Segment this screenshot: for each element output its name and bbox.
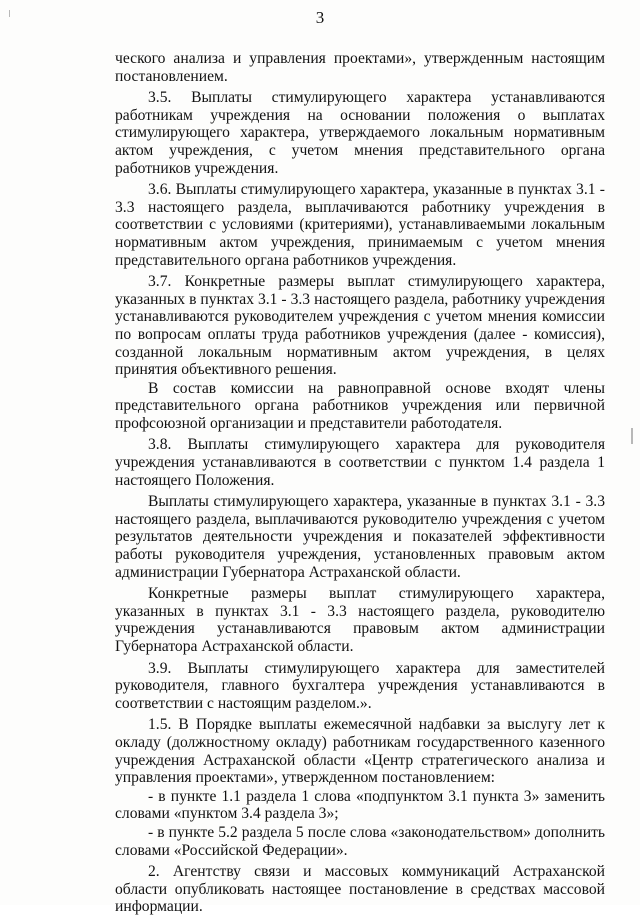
paragraph-amendment-1: - в пункте 1.1 раздела 1 слова «подпунктом 3.1 пункта 3» заменить словами «пунктом 3.4 раздела 3»; — [115, 787, 605, 823]
paragraph-3-7: 3.7. Конкретные размеры выплат стимулирующего характера, указанных в пунктах 3.1 - 3.3 настоящего раздела, работнику учреждения устанавливаются руководителем учреждения с учетом мнения комиссии по вопросам оплаты труда работников учреждения (далее - комиссия), созданной локальным нормативным актом учреждения, в целях принятия объективного решения. — [115, 273, 605, 379]
paragraph-head-payments: Выплаты стимулирующего характера, указанные в пунктах 3.1 - 3.3 настоящего раздела, выплачиваются руководителю учреждения с учетом результатов деятельности учреждения и показателей эффективности работы руководителя учреждения, установленных правовым актом администрации Губернатора Астраханской области. — [115, 493, 605, 581]
paragraph-amendment-2: - в пункте 5.2 раздела 5 после слова «законодательством» дополнить словами «Российской Федерации». — [115, 823, 605, 859]
paragraph-head-amounts: Конкретные размеры выплат стимулирующего характера, указанных в пунктах 3.1 - 3.3 настоящего раздела, руководителю учреждения устанавливаются правовым актом администрации Губернатора Астраханской области. — [115, 585, 605, 655]
paragraph-3-6: 3.6. Выплаты стимулирующего характера, указанные в пунктах 3.1 - 3.3 настоящего раздела, выплачиваются работнику учреждения в соответствии с условиями (критериями), устанавливаемыми локальным нормативным актом учреждения, принимаемым с учетом мнения представительного органа работников учреждения. — [115, 181, 605, 269]
scan-mark — [631, 428, 633, 444]
paragraph-2: 2. Агентству связи и массовых коммуникаций Астраханской области опубликовать настоящее постановление в средствах массовой информации. — [115, 863, 605, 916]
paragraph-commission: В состав комиссии на равноправной основе входят члены представительного органа работников учреждения или первичной профсоюзной организации и представители работодателя. — [115, 379, 605, 432]
paragraph-3-5: 3.5. Выплаты стимулирующего характера устанавливаются работникам учреждения на основании положения о выплатах стимулирующего характера, утверждаемого локальным нормативным актом учреждения, с учетом мнения представительного органа работников учреждения. — [115, 89, 605, 177]
document-body — [115, 50, 605, 920]
paragraph-3-8: 3.8. Выплаты стимулирующего характера для руководителя учреждения устанавливаются в соответствии с пунктом 1.4 раздела 1 настоящего Положения. — [115, 436, 605, 489]
paragraph-continuation: ческого анализа и управления проектами», утвержденным настоящим постановлением. — [115, 50, 605, 85]
page-number: 3 — [315, 8, 325, 27]
paragraph-1-5: 1.5. В Порядке выплаты ежемесячной надбавки за выслугу лет к окладу (должностному окладу) работникам государственного казенного учреждения Астраханской области «Центр стратегического анализа и управления проектами», утвержденном постановлением: — [115, 716, 605, 787]
paragraph-3-9: 3.9. Выплаты стимулирующего характера для заместителей руководителя, главного бухгалтера учреждения устанавливаются в соответствии с настоящим разделом.». — [115, 659, 605, 712]
